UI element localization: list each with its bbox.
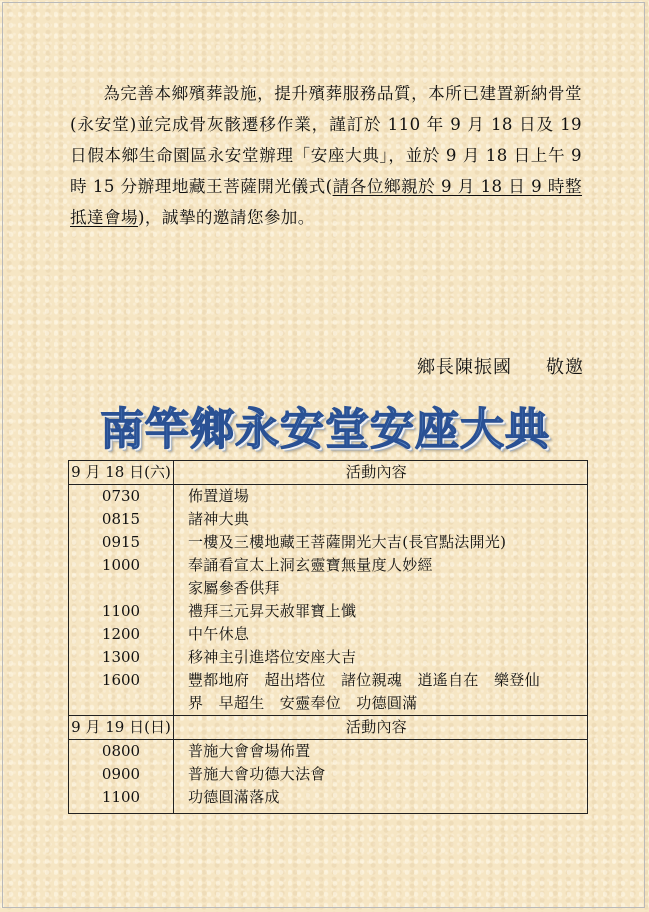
- schedule-table: [68, 460, 588, 814]
- activity-line: 奉誦看宣太上洞玄靈寶無量度人妙經: [188, 556, 433, 574]
- schedule-time: 0900: [69, 763, 174, 786]
- schedule-time: 0915: [69, 531, 174, 554]
- day1-date: 9 月 18 日(六): [69, 461, 174, 485]
- activity-line: 界 早超生 安靈奉位 功德圓滿: [188, 694, 418, 712]
- schedule-time: 1100: [69, 600, 174, 623]
- schedule-row: [69, 669, 588, 716]
- invitation-paragraph: [70, 78, 582, 233]
- signer-name: 鄉長陳振國: [417, 357, 512, 378]
- schedule-row: [69, 763, 588, 786]
- schedule-activity: 普施大會會場佈置: [174, 740, 588, 764]
- schedule-time: 1300: [69, 646, 174, 669]
- schedule-row: [69, 740, 588, 764]
- schedule-row: [69, 531, 588, 554]
- schedule-time: 1600: [69, 669, 174, 716]
- schedule-activity: 諸神大典: [174, 508, 588, 531]
- arrival-instruction: 請各位鄉親於 9 月 18 日 9 時整抵達會場: [70, 177, 582, 227]
- day1-content-header: 活動內容: [174, 461, 588, 485]
- signature-line: [360, 353, 584, 379]
- day2-date: 9 月 19 日(日): [69, 716, 174, 740]
- day2-content-header: 活動內容: [174, 716, 588, 740]
- schedule-time: 1100: [69, 786, 174, 814]
- schedule-time: 0815: [69, 508, 174, 531]
- invitation-text: [70, 78, 582, 233]
- schedule-row: [69, 623, 588, 646]
- intro-text-part: 為完善本鄉殯葬設施，提升殯葬服務品質，本所已建置新納骨堂(永安堂)並完成骨灰骸遷移作業，謹訂於 110 年 9 月 18 日及 19 日假本鄉生命園區永安堂辦理「安座大典」，並於 9 月 18 日上午 9 時 15 分辦理地藏王菩薩開光儀式(: [70, 84, 582, 196]
- schedule-activity: 普施大會功德大法會: [174, 763, 588, 786]
- schedule-time: 1000: [69, 554, 174, 600]
- schedule-activity: 中午休息: [174, 623, 588, 646]
- schedule-activity: 佈置道場: [174, 485, 588, 509]
- schedule-day2: [69, 716, 588, 814]
- activity-line: 家屬參香供拜: [188, 579, 280, 597]
- intro-text-closing: )，誠摯的邀請您參加。: [137, 208, 315, 227]
- schedule-time: 0730: [69, 485, 174, 509]
- schedule-activity: 禮拜三元昇天赦罪寶上懺: [174, 600, 588, 623]
- schedule-row: [69, 646, 588, 669]
- schedule-row: [69, 485, 588, 509]
- schedule-activity: [174, 554, 588, 600]
- day2-header-row: [69, 716, 588, 740]
- day1-header-row: [69, 461, 588, 485]
- schedule-activity: 移神主引進塔位安座大吉: [174, 646, 588, 669]
- schedule-time: 1200: [69, 623, 174, 646]
- schedule-activity: 一樓及三樓地藏王菩薩開光大吉(長官點法開光): [174, 531, 588, 554]
- event-title: 南竿鄉永安堂安座大典: [100, 404, 550, 455]
- schedule-activity: [174, 669, 588, 716]
- schedule-day1: [69, 461, 588, 716]
- schedule-activity: 功德圓滿落成: [174, 786, 588, 814]
- closing-word: 敬邀: [546, 357, 584, 378]
- schedule-row: [69, 554, 588, 600]
- activity-line: 豐都地府 超出塔位 諸位親魂 逍遙自在 樂登仙: [188, 671, 540, 689]
- schedule-time: 0800: [69, 740, 174, 764]
- schedule-row: [69, 508, 588, 531]
- schedule-row: [69, 600, 588, 623]
- schedule-row: [69, 786, 588, 814]
